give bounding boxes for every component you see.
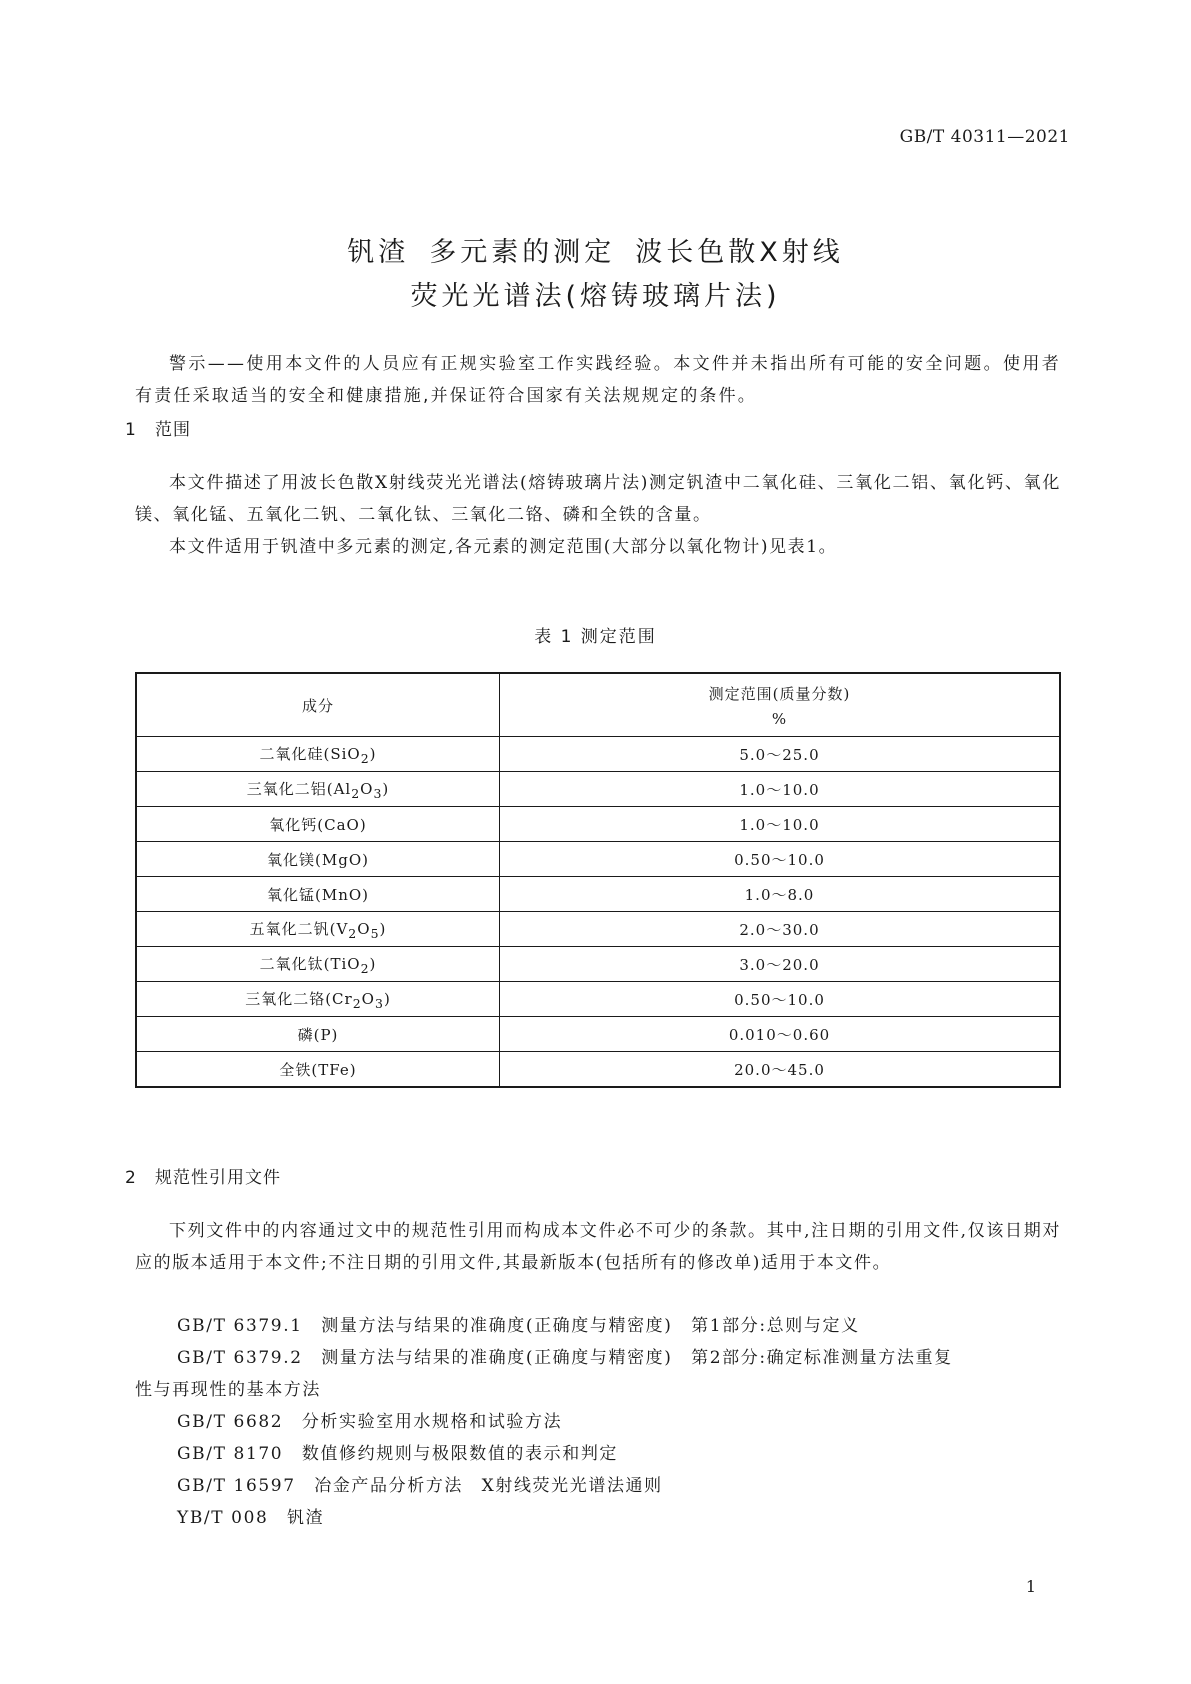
range-cell: 2.0～30.0 [500, 912, 1061, 947]
reference-item: GB/T 6379.1 测量方法与结果的准确度(正确度与精密度) 第1部分:总则与定义 [177, 1316, 860, 1336]
table-row [136, 1017, 1060, 1052]
component-cell: 全铁(TFe) [136, 1052, 500, 1088]
table-caption: 表 1 测定范围 [534, 627, 657, 647]
header-component: 成分 [136, 673, 500, 737]
title-part-2: 多元素的测定 [429, 237, 616, 268]
page-number: 1 [1025, 1577, 1036, 1596]
range-cell: 1.0～10.0 [500, 807, 1061, 842]
document-title-line1 [0, 230, 1191, 269]
table-header-row [136, 673, 1060, 737]
table-row [136, 982, 1060, 1017]
table-row [136, 1052, 1060, 1088]
range-cell: 1.0～10.0 [500, 772, 1061, 807]
range-cell: 0.50～10.0 [500, 982, 1061, 1017]
component-cell: 磷(P) [136, 1017, 500, 1052]
reference-continuation: 性与再现性的基本方法 [135, 1380, 321, 1400]
table-row [136, 842, 1060, 877]
component-cell: 氧化钙(CaO) [136, 807, 500, 842]
scope-paragraph-2: 本文件适用于钒渣中多元素的测定,各元素的测定范围(大部分以氧化物计)见表1。 [169, 537, 838, 557]
table-row [136, 877, 1060, 912]
title-part-1: 钒渣 [347, 237, 410, 268]
component-cell: 二氧化钛(TiO$_2$) [136, 947, 500, 982]
range-cell: 3.0～20.0 [500, 947, 1061, 982]
range-cell: 0.010～0.60 [500, 1017, 1061, 1052]
component-cell: 三氧化二铝$(Al_2O_3)$ [136, 772, 500, 807]
component-cell: 三氧化二铬$(Cr_2O_3)$ [136, 982, 500, 1017]
range-cell: 1.0～8.0 [500, 877, 1061, 912]
header-unit: % [771, 709, 788, 728]
section-title: 范围 [155, 420, 191, 440]
section-1-heading [125, 415, 191, 440]
standard-number: GB/T 40311—2021 [899, 127, 1070, 147]
section-number: 2 [125, 1168, 137, 1188]
section-2-heading [125, 1163, 281, 1188]
header-range [500, 673, 1061, 737]
range-cell: 0.50～10.0 [500, 842, 1061, 877]
reference-item: GB/T 8170 数值修约规则与极限数值的表示和判定 [177, 1444, 619, 1464]
table-row [136, 912, 1060, 947]
component-cell: 二氧化硅(SiO$_2$) [136, 737, 500, 772]
table-row [136, 772, 1060, 807]
scope-paragraph-1: 本文件描述了用波长色散X射线荧光光谱法(熔铸玻璃片法)测定钒渣中二氧化硅、三氧化二铝、氧化钙、氧化镁、氧化锰、五氧化二钒、二氧化钛、三氧化二铬、磷和全铁的含量。 [135, 473, 1061, 525]
component-cell: 氧化锰(MnO) [136, 877, 500, 912]
section-title: 规范性引用文件 [155, 1168, 281, 1188]
range-cell: 20.0～45.0 [500, 1052, 1061, 1088]
measurement-range-table [135, 672, 1061, 1088]
title-part-3: 波长色散X射线 [635, 237, 844, 268]
reference-item: GB/T 6682 分析实验室用水规格和试验方法 [177, 1412, 563, 1432]
section-number: 1 [125, 420, 137, 440]
header-range-label: 测定范围(质量分数) [708, 684, 851, 703]
reference-item: GB/T 6379.2 测量方法与结果的准确度(正确度与精密度) 第2部分:确定标准测量方法重复 [177, 1348, 953, 1368]
safety-warning: 警示——使用本文件的人员应有正规实验室工作实践经验。本文件并未指出所有可能的安全问题。使用者有责任采取适当的安全和健康措施,并保证符合国家有关法规规定的条件。 [135, 354, 1061, 406]
document-title-line2: 荧光光谱法(熔铸玻璃片法) [410, 281, 781, 312]
reference-item: YB/T 008 钒渣 [177, 1508, 325, 1528]
table-row [136, 737, 1060, 772]
table-row [136, 807, 1060, 842]
component-cell: 氧化镁(MgO) [136, 842, 500, 877]
normative-refs-intro: 下列文件中的内容通过文中的规范性引用而构成本文件必不可少的条款。其中,注日期的引用文件,仅该日期对应的版本适用于本文件;不注日期的引用文件,其最新版本(包括所有的修改单)适用于本文件。 [135, 1221, 1061, 1273]
table-row [136, 947, 1060, 982]
reference-item: GB/T 16597 冶金产品分析方法 X射线荧光光谱法通则 [177, 1476, 663, 1496]
range-cell: 5.0～25.0 [500, 737, 1061, 772]
component-cell: 五氧化二钒$(V_2O_5)$ [136, 912, 500, 947]
